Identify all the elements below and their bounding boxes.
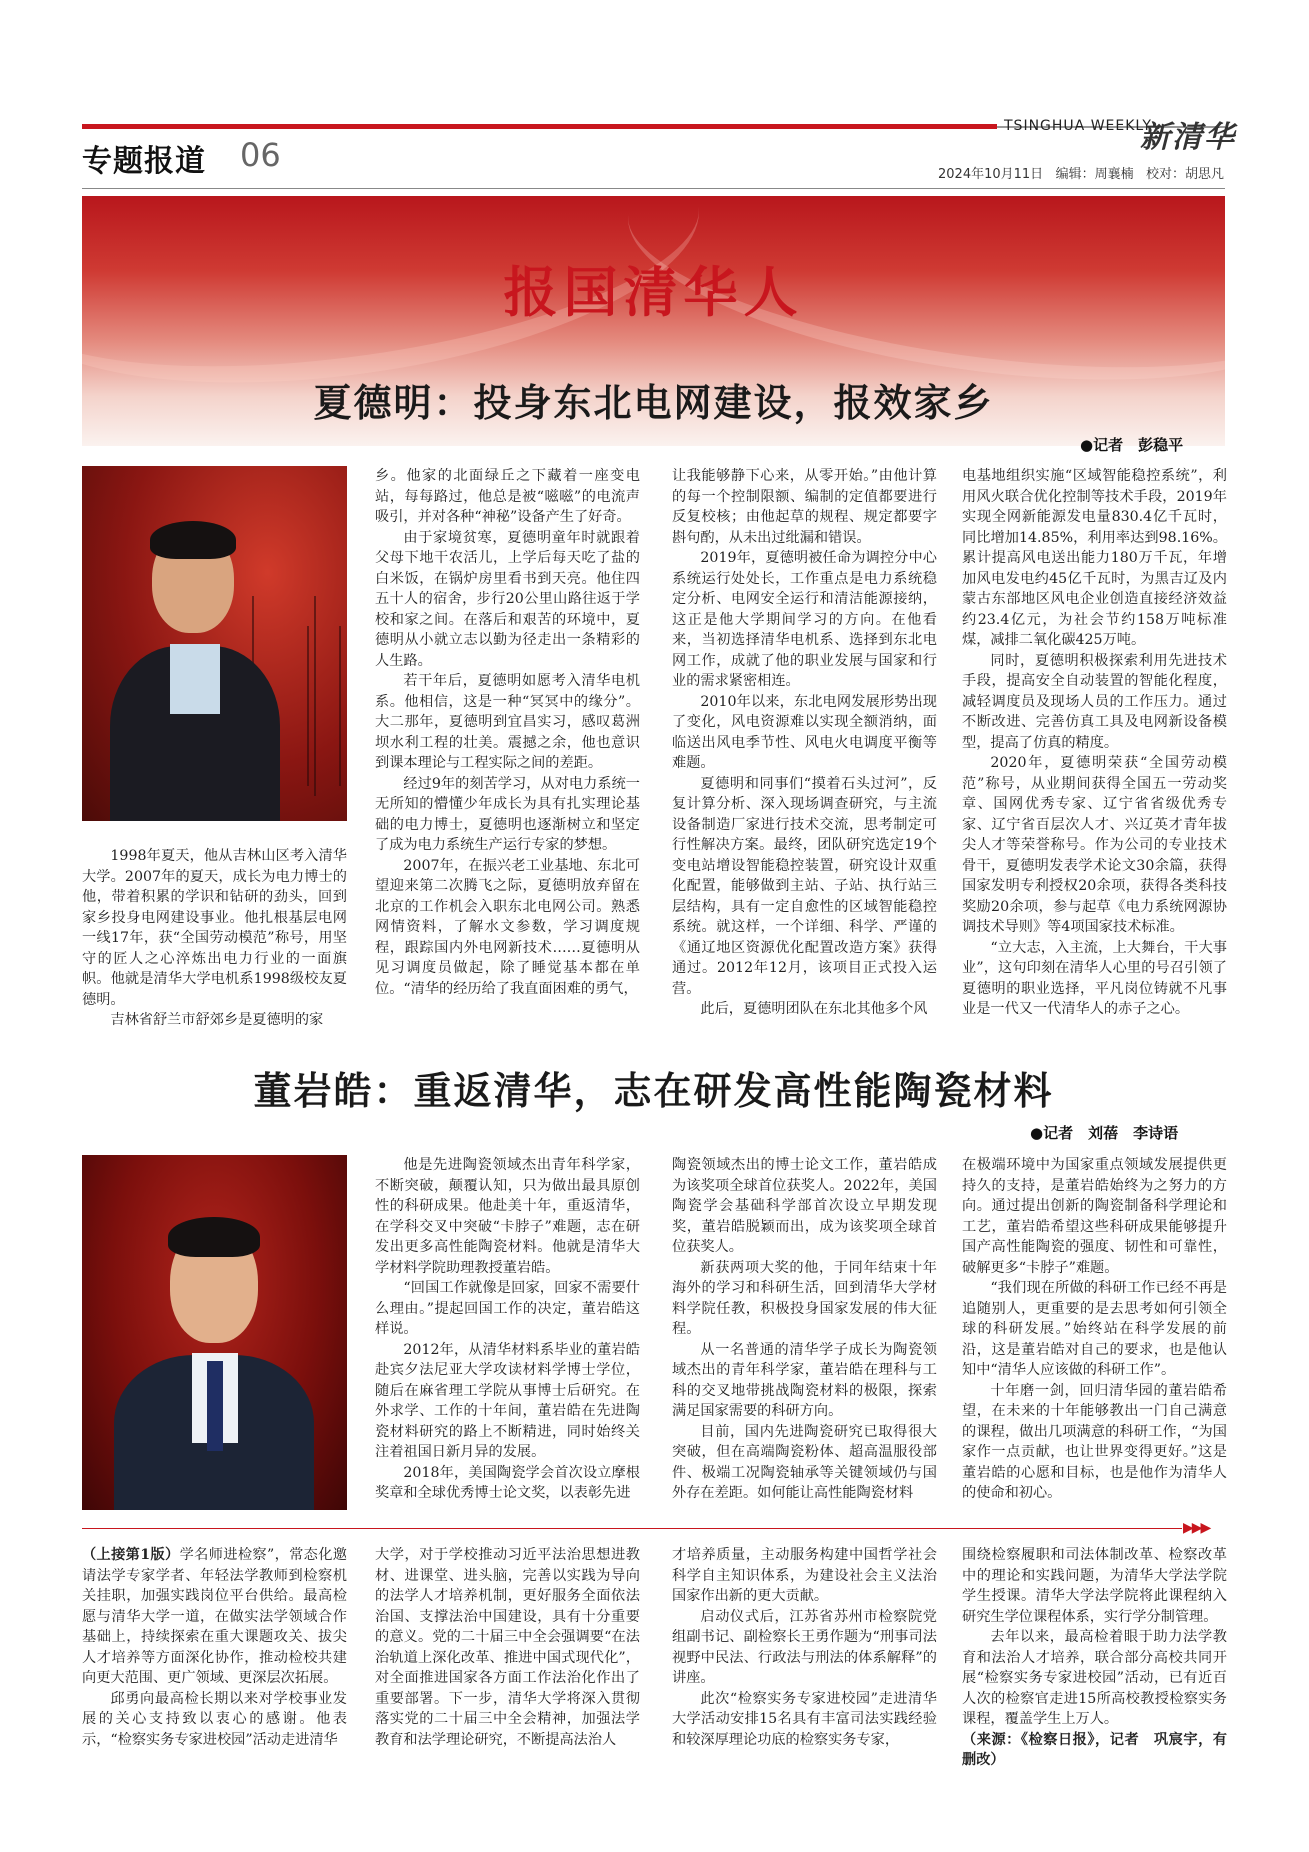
article1-photo: [82, 466, 347, 821]
paragraph: 陶瓷领域杰出的博士论文工作，董岩皓成为该奖项全球首位获奖人。2022年，美国陶瓷学会基础科学部首次设立早期发现奖，董岩皓脱颖而出，成为该奖项全球首位获奖人。: [672, 1157, 937, 1255]
proofreader: 校对：胡思凡: [1146, 167, 1225, 182]
header-divider: [82, 188, 1225, 189]
paragraph: 从一名普通的清华学子成长为陶瓷领域杰出的青年科学家，董岩皓在理科与工科的交叉地带挑战陶瓷材料的极限，探索满足国家需要的科研方向。: [672, 1341, 937, 1419]
paragraph: “我们现在所做的科研工作已经不再是追随别人，更重要的是去思考如何引领全球的科研发展。”始终站在科学发展的前沿，这是董岩皓对自己的要求，也是他认知中“清华人应该做的科研工作”。: [962, 1280, 1227, 1378]
paragraph: 去年以来，最高检着眼于助力法学教育和法治人才培养，联合部分高校共同开展“检察实务专家进校园”活动，已有近百人次的检察官走进15所高校教授检察实务课程，覆盖学生上万人。: [962, 1629, 1227, 1727]
continuation-lead: （上接第1版）: [82, 1547, 180, 1563]
editor: 编辑：周襄楠: [1055, 167, 1134, 182]
paragraph: 此后，夏德明团队在东北其他多个风: [700, 1001, 928, 1017]
article1-intro: [82, 846, 347, 1031]
paragraph: 同时，夏德明积极探索利用先进技术手段，提高安全自动装置的智能化程度，减轻调度员及现场人员的工作压力。通过不断改进、完善仿真工具及电网新设备模型，提高了仿真的精度。: [962, 652, 1227, 751]
banner-title: 报国清华人: [503, 260, 804, 324]
paragraph: 电基地组织实施“区域智能稳控系统”，利用风火联合优化控制等技术手段，2019年实现全网新能源发电量830.4亿千瓦时，同比增加14.85%，利用率达到98.16%。累计提高风电送出能力180万千瓦，年增加风电发电约45亿千瓦时，为黑吉辽及内蒙古东部地区风电企业创造直接经济效益约23.4亿元，为社会节约158万吨标准煤，减排二氧化碳425万吨。: [962, 468, 1227, 648]
paragraph: 2018年，美国陶瓷学会首次设立摩根奖章和全球优秀博士论文奖，以表彰先进: [375, 1464, 640, 1501]
article2-photo: [82, 1155, 347, 1510]
paragraph: “立大志，入主流，上大舞台，干大事业”，这句印刻在清华人心里的号召引领了夏德明的职业选择，平凡岗位铸就不凡事业是一代又一代清华人的赤子之心。: [962, 939, 1227, 1017]
brand-logo: 新清华: [1140, 120, 1236, 155]
paragraph: 2012年，从清华材料系毕业的董岩皓赴宾夕法尼亚大学攻读材料学博士学位，随后在麻省理工学院从事博士后研究。在外求学、工作的十年间，董岩皓在先进陶瓷材料研究的路上不断精进，同时始终关注着祖国日新月异的发展。: [375, 1341, 640, 1460]
section-separator: [82, 1528, 1182, 1529]
paragraph: 2019年，夏德明被任命为调控分中心系统运行处处长，工作重点是电力系统稳定分析、电网安全运行和清洁能源接纳，这正是他大学期间学习的方向。在他看来，当初选择清华电机系、选择到东北电网工作，成就了他的职业发展与国家和行业的需求紧密相连。: [672, 550, 937, 689]
continuation-column-2: [375, 1545, 640, 1750]
continuation-column-4: [962, 1545, 1227, 1771]
weekly-label: TSINGHUA WEEKLY: [1004, 118, 1152, 134]
continuation-column-3: [672, 1545, 937, 1750]
paragraph: 在极端环境中为国家重点领域发展提供更持久的支持，是董岩皓始终为之努力的方向。通过提出创新的陶瓷制备科学理论和工艺，董岩皓希望这些科研成果能够提升国产高性能陶瓷的强度、韧性和可靠性，破解更多“卡脖子”难题。: [962, 1157, 1227, 1276]
continuation-column-1: [82, 1545, 347, 1750]
paragraph: 让我能够静下心来，从零开始。”由他计算的每一个控制限额、编制的定值都要进行反复校核；由他起草的规程、规定都要字斟句酌，从未出过纰漏和错误。: [672, 468, 937, 546]
article2-byline: ●记者 刘蓓 李诗语: [1030, 1124, 1179, 1142]
paragraph: 他是先进陶瓷领域杰出青年科学家，不断突破，颠覆认知，只为做出最具原创性的科研成果。他赴美十年，重返清华，在学科交叉中突破“卡脖子”难题，志在研发出更多高性能陶瓷材料。他就是清华大学材料学院助理教授董岩皓。: [375, 1157, 640, 1276]
paragraph: 2007年，在振兴老工业基地、东北可望迎来第二次腾飞之际，夏德明放弃留在北京的工作机会入职东北电网公司。熟悉网情资料，了解水文参数，学习调度规程，跟踪国内外电网新技术……夏德明从见习调度员做起，除了睡觉基本都在单位。“清华的经历给了我直面困难的勇气，: [375, 857, 640, 997]
date: 2024年10月11日: [938, 167, 1044, 182]
paragraph: 乡。他家的北面绿丘之下藏着一座变电站，每每路过，他总是被“嗞嗞”的电流声吸引，并对各种“神秘”设备产生了好奇。: [375, 468, 640, 525]
paragraph: 经过9年的刻苦学习，从对电力系统一无所知的懵懂少年成长为具有扎实理论基础的电力博士，夏德明也逐渐树立和坚定了成为电力系统生产运行专家的梦想。: [375, 775, 640, 853]
article1-column-3: [672, 466, 937, 1020]
paragraph: 目前，国内先进陶瓷研究已取得很大突破，但在高端陶瓷粉体、超高温服役部件、极端工况陶瓷轴承等关键领域仍与国外存在差距。如何能让高性能陶瓷材料: [672, 1423, 937, 1501]
paragraph: 此次“检察实务专家进校园”走进清华大学活动安排15名具有丰富司法实践经验和较深厚理论功底的检察实务专家，: [672, 1690, 937, 1748]
paragraph: 邱勇向最高检长期以来对学校事业发展的关心支持致以衷心的感谢。他表示，“检察实务专家进校园”活动走进清华: [82, 1690, 347, 1748]
paragraph: 大学，对于学校推动习近平法治思想进教材、进课堂、进头脑，完善以实践为导向的法学人才培养机制，更好服务全面依法治国、支撑法治中国建设，具有十分重要的意义。党的二十届三中全会强调要“在法治轨道上深化改革、推进中国式现代化”，对全面推进国家各方面工作法治化作出了重要部署。下一步，清华大学将深入贯彻落实党的二十届三中全会精神，加强法学教育和法学理论研究，不断提高法治人: [375, 1547, 640, 1748]
paragraph: 围绕检察履职和司法体制改革、检察改革中的理论和实践问题，为清华大学法学院学生授课。清华大学法学院将此课程纳入研究生学位课程体系，实行学分制管理。: [962, 1547, 1227, 1625]
dateline: [938, 163, 1224, 182]
masthead-red-rule: [82, 124, 997, 129]
paragraph: 启动仪式后，江苏省苏州市检察院党组副书记、副检察长王勇作题为“刑事司法视野中民法、行政法与刑法的体系解释”的讲座。: [672, 1608, 937, 1686]
intro-paragraph: 1998年夏天，他从吉林山区考入清华大学。2007年的夏天，成长为电力博士的他，带着积累的学识和钻研的劲头，回到家乡投身电网建设事业。他扎根基层电网一线17年，获“全国劳动模范”称号，用坚守的匠人之心淬炼出电力行业的一面旗帜。他就是清华大学电机系1998级校友夏德明。: [82, 848, 347, 1008]
section-title: 专题报道: [82, 144, 206, 179]
paragraph: 2010年以来，东北电网发展形势出现了变化，风电资源难以实现全额消纳，面临送出风电季节性、风电火电调度平衡等难题。: [672, 693, 937, 771]
article2-column-4: [962, 1155, 1227, 1504]
paragraph: “回国工作就像是回家，回家不需要什么理由。”提起回国工作的决定，董岩皓这样说。: [375, 1280, 640, 1337]
paragraph: 由于家境贫寒，夏德明童年时就跟着父母下地干农活儿，上学后每天吃了盐的白米饭，在锅炉房里看书到天亮。他住四五十人的宿舍，步行20公里山路往返于学校和家之间。在落后和艰苦的环境中，夏德明从小就立志以勤为径走出一条精彩的人生路。: [375, 529, 640, 669]
paragraph: 才培养质量，主动服务构建中国哲学社会科学自主知识体系，为建设社会主义法治国家作出新的更大贡献。: [672, 1547, 937, 1604]
intro-paragraph: 吉林省舒兰市舒郊乡是夏德明的家: [110, 1012, 324, 1028]
source-credit: （来源：《检察日报》，记者 巩宸宇，有删改）: [962, 1731, 1227, 1768]
paragraph: 夏德明和同事们“摸着石头过河”，反复计算分析、深入现场调查研究，与主流设备制造厂家进行技术交流，思考制定可行性解决方案。最终，团队研究选定19个变电站增设智能稳控装置，研究设计双重化配置，能够做到主站、子站、执行站三层结构，具有一定自愈性的区域智能稳控系统。就这样，一个详细、科学、严谨的《通辽地区资源优化配置改造方案》获得通过。2012年12月，该项目正式投入运营。: [672, 775, 937, 997]
article1-column-4: [962, 466, 1227, 1020]
paragraph: 新获两项大奖的他，于同年结束十年海外的学习和科研生活，回到清华大学材料学院任教，积极投身国家发展的伟大征程。: [672, 1259, 937, 1337]
article2-column-3: [672, 1155, 937, 1504]
article2-headline: 董岩皓：重返清华，志在研发高性能陶瓷材料: [253, 1068, 1054, 1113]
paragraph: 若干年后，夏德明如愿考入清华电机系。他相信，这是一种“冥冥中的缘分”。大二那年，夏德明到宜昌实习，感叹葛洲坝水利工程的壮美。震撼之余，他也意识到课本理论与工程实际之间的差距。: [375, 673, 640, 771]
article1-headline: 夏德明：投身东北电网建设，报效家乡: [313, 380, 994, 425]
arrow-icon: ▶▶▶: [1183, 1520, 1210, 1536]
article2-column-2: [375, 1155, 640, 1504]
paragraph: 十年磨一剑，回归清华园的董岩皓希望，在未来的十年能够教出一门自己满意的课程，做出几项满意的科研工作，“为国家作一点贡献，也让世界变得更好。”这是董岩皓的心愿和目标，也是他作为清华人的使命和初心。: [962, 1382, 1227, 1501]
paragraph: （上接第1版）学名师进检察”，常态化邀请法学专家学者、年轻法学教师到检察机关挂职，加强实践岗位平台供给。最高检愿与清华大学一道，在做实法学领域合作基础上，持续探索在重大课题攻关、拔尖人才培养等方面深化协作，推动检校共建向更大范围、更广领域、更深层次拓展。: [82, 1547, 347, 1686]
page-number: 06: [240, 136, 281, 174]
article1-byline: ●记者 彭稳平: [1080, 436, 1184, 454]
article1-column-2: [375, 466, 640, 999]
paragraph: 2020年，夏德明荣获“全国劳动模范”称号，从业期间获得全国五一劳动奖章、国网优秀专家、辽宁省省级优秀专家、辽宁省百层次人才、兴辽英才青年拔尖人才等荣誉称号。作为公司的专业技术骨干，夏德明发表学术论文30余篇，获得国家发明专利授权20余项，获得各类科技奖励20余项，参与起草《电力系统网源协调技术导则》等4项国家技术标准。: [962, 755, 1227, 935]
